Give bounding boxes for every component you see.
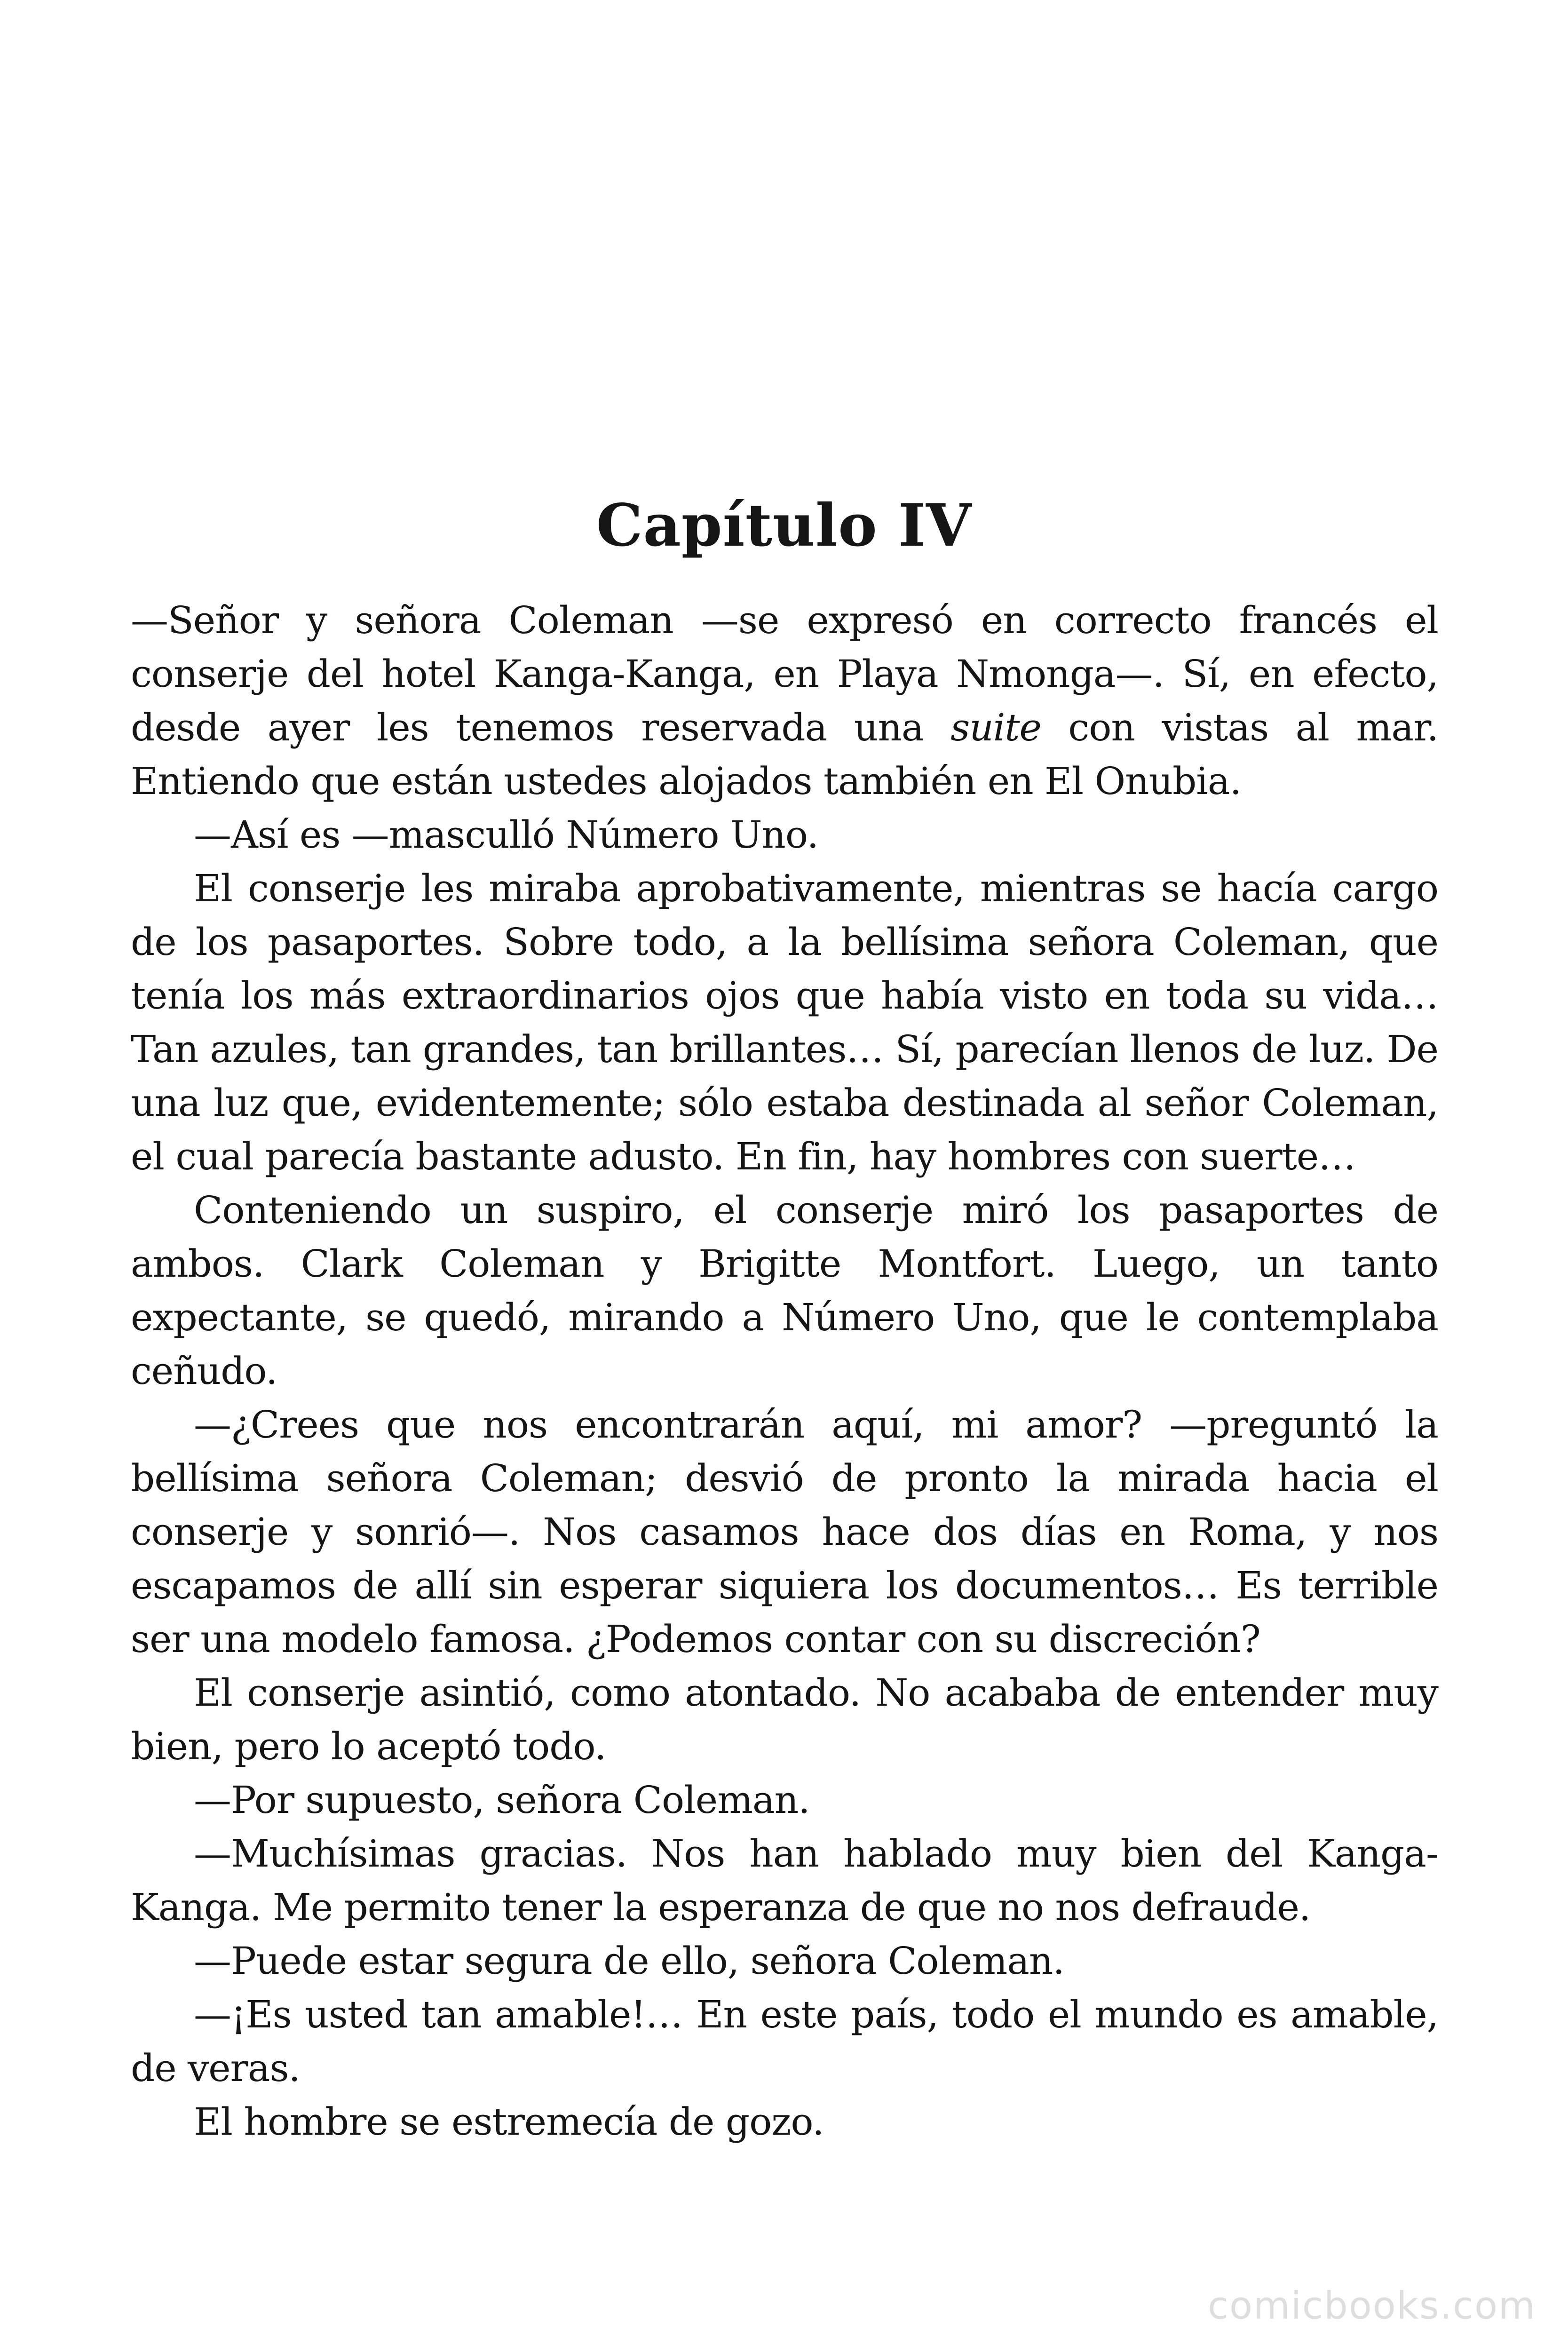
emphasis-suite: suite <box>950 706 1041 749</box>
paragraph-11: El hombre se estremecía de gozo. <box>194 2100 824 2144</box>
paragraph-10: —¡Es usted tan amable!… En este país, todo el mundo es amable, de veras. <box>131 1993 1438 2090</box>
paragraph-3: El conserje les miraba aprobativamente, mientras se hacía cargo de los pasaportes. Sobre todo, a la bellísima señora Coleman, que tenía los más extraordinarios ojos que había visto en toda su vida… Tan azules, tan grandes, tan brillantes… Sí, parecían llenos de luz. De una luz que, evidentemente; sólo estaba destinada al señor Coleman, el cual parecía bastante adusto. En fin, hay hombres con suerte… <box>131 866 1438 1178</box>
paragraph-1-text-b: con vistas al mar. Entiendo que están ustedes alojados también en El Onubia. <box>131 706 1438 803</box>
paragraph-8: —Muchísimas gracias. Nos han hablado muy bien del Kanga-Kanga. Me permito tener la esperanza de que no nos defraude. <box>131 1832 1438 1929</box>
paragraph-2: —Así es —masculló Número Uno. <box>194 813 819 857</box>
watermark: comicbooks.com <box>1207 2284 1536 2328</box>
paragraph-6: El conserje asintió, como atontado. No acababa de entender muy bien, pero lo aceptó todo. <box>131 1671 1438 1768</box>
chapter-title: Capítulo IV <box>596 492 972 560</box>
paragraph-9: —Puede estar segura de ello, señora Coleman. <box>194 1939 1064 1983</box>
paragraph-5: —¿Crees que nos encontrarán aquí, mi amor? —preguntó la bellísima señora Coleman; desvió de pronto la mirada hacia el conserje y sonrió—. Nos casamos hace dos días en Roma, y nos escapamos de allí sin esperar siquiera los documentos… Es terrible ser una modelo famosa. ¿Podemos contar con su discreción? <box>131 1403 1438 1661</box>
paragraph-7: —Por supuesto, señora Coleman. <box>194 1778 810 1822</box>
chapter-body <box>131 594 1438 2149</box>
paragraph-4: Conteniendo un suspiro, el conserje miró los pasaportes de ambos. Clark Coleman y Brigitte Montfort. Luego, un tanto expectante, se quedó, mirando a Número Uno, que le contemplaba ceñudo. <box>131 1188 1438 1393</box>
paragraph-1-text-a: —Señor y señora Coleman —se expresó en correcto francés el conserje del hotel Kanga-Kanga, en Playa Nmonga—. Sí, en efecto, desde ayer les tenemos reservada una <box>131 598 1438 749</box>
paragraph-1 <box>131 594 1438 808</box>
